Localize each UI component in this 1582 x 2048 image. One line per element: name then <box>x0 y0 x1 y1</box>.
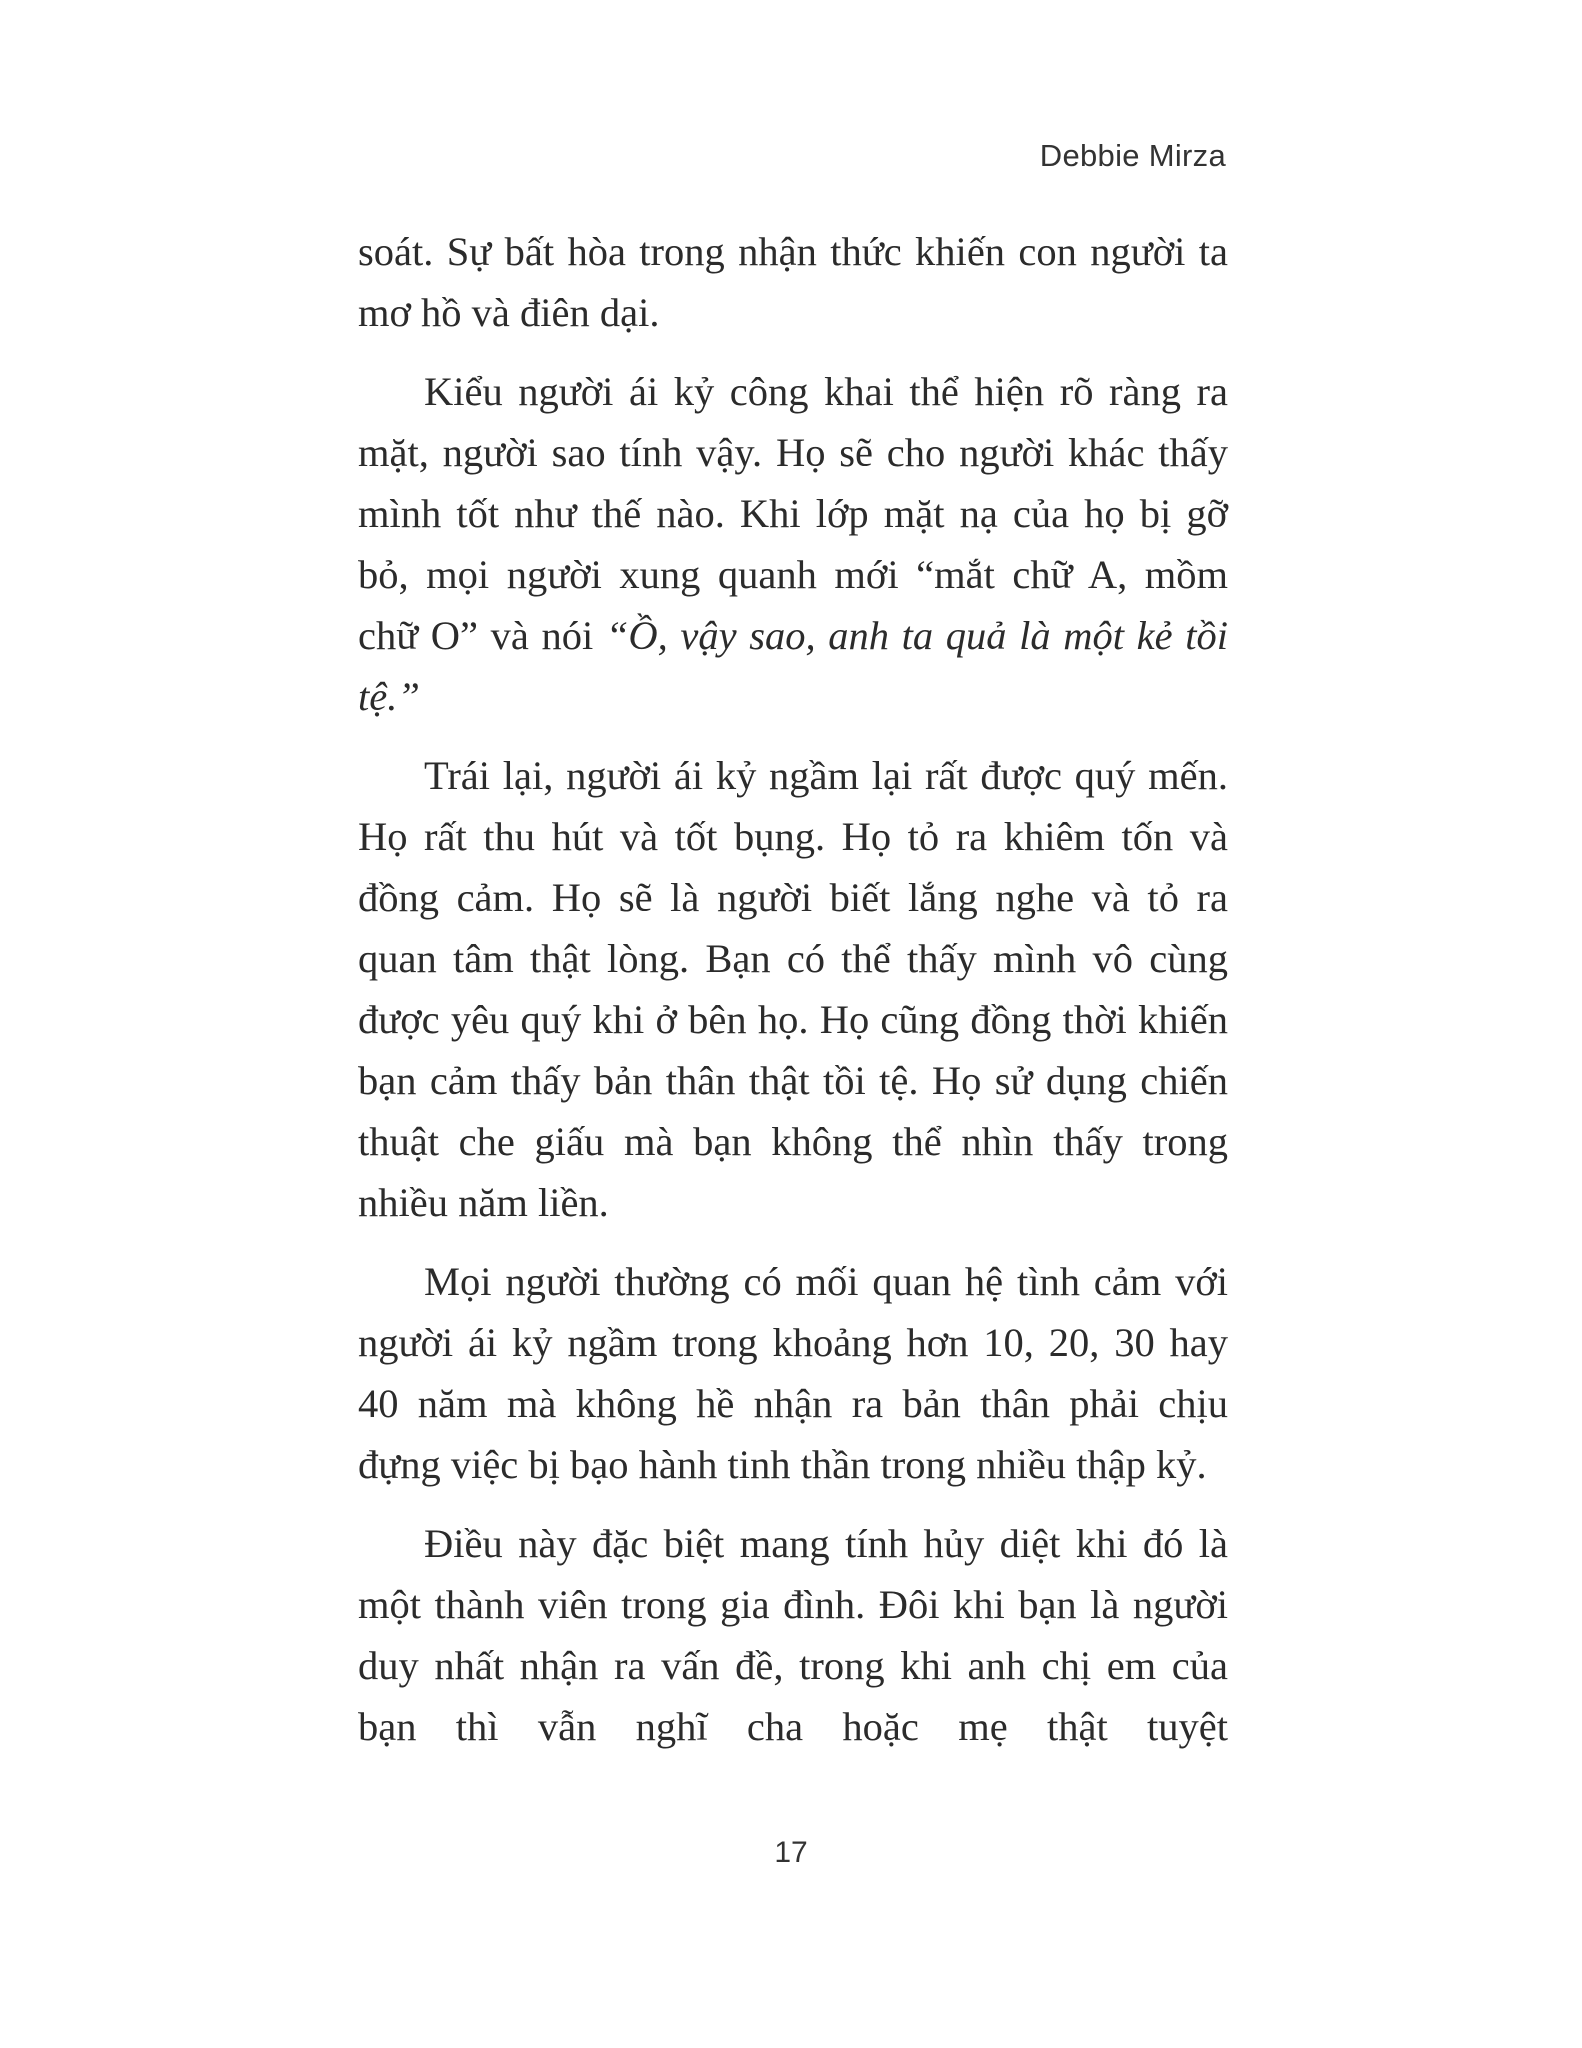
page-number: 17 <box>774 1836 808 1869</box>
body-text <box>358 221 1228 1775</box>
paragraph-2 <box>358 361 1228 727</box>
running-header-author: Debbie Mirza <box>1039 138 1226 173</box>
paragraph-2-text: Kiểu người ái kỷ công khai thể hiện rõ ràng ra mặt, người sao tính vậy. Họ sẽ cho người khác thấy mình tốt như thế nào. Khi lớp mặt nạ của họ bị gỡ bỏ, mọi người xung quanh mới “mắt chữ A, mồm chữ O” và nói <box>358 369 1228 658</box>
paragraph-1: soát. Sự bất hòa trong nhận thức khiến con người ta mơ hồ và điên dại. <box>358 229 1228 335</box>
paragraph-4: Mọi người thường có mối quan hệ tình cảm với người ái kỷ ngầm trong khoảng hơn 10, 20, 30 hay 40 năm mà không hề nhận ra bản thân phải chịu đựng việc bị bạo hành tinh thần trong nhiều thập kỷ. <box>358 1259 1228 1487</box>
paragraph-3: Trái lại, người ái kỷ ngầm lại rất được quý mến. Họ rất thu hút và tốt bụng. Họ tỏ ra khiêm tốn và đồng cảm. Họ sẽ là người biết lắng nghe và tỏ ra quan tâm thật lòng. Bạn có thể thấy mình vô cùng được yêu quý khi ở bên họ. Họ cũng đồng thời khiến bạn cảm thấy bản thân thật tồi tệ. Họ sử dụng chiến thuật che giấu mà bạn không thể nhìn thấy trong nhiều năm liền. <box>358 753 1228 1225</box>
paragraph-5: Điều này đặc biệt mang tính hủy diệt khi đó là một thành viên trong gia đình. Đôi khi bạn là người duy nhất nhận ra vấn đề, trong khi anh chị em của bạn thì vẫn nghĩ cha hoặc mẹ thật tuyệt <box>358 1521 1228 1749</box>
paragraph-2-italic-quote: “Ồ, vậy sao, anh ta quả là một kẻ tồi tệ.” <box>358 613 1228 719</box>
